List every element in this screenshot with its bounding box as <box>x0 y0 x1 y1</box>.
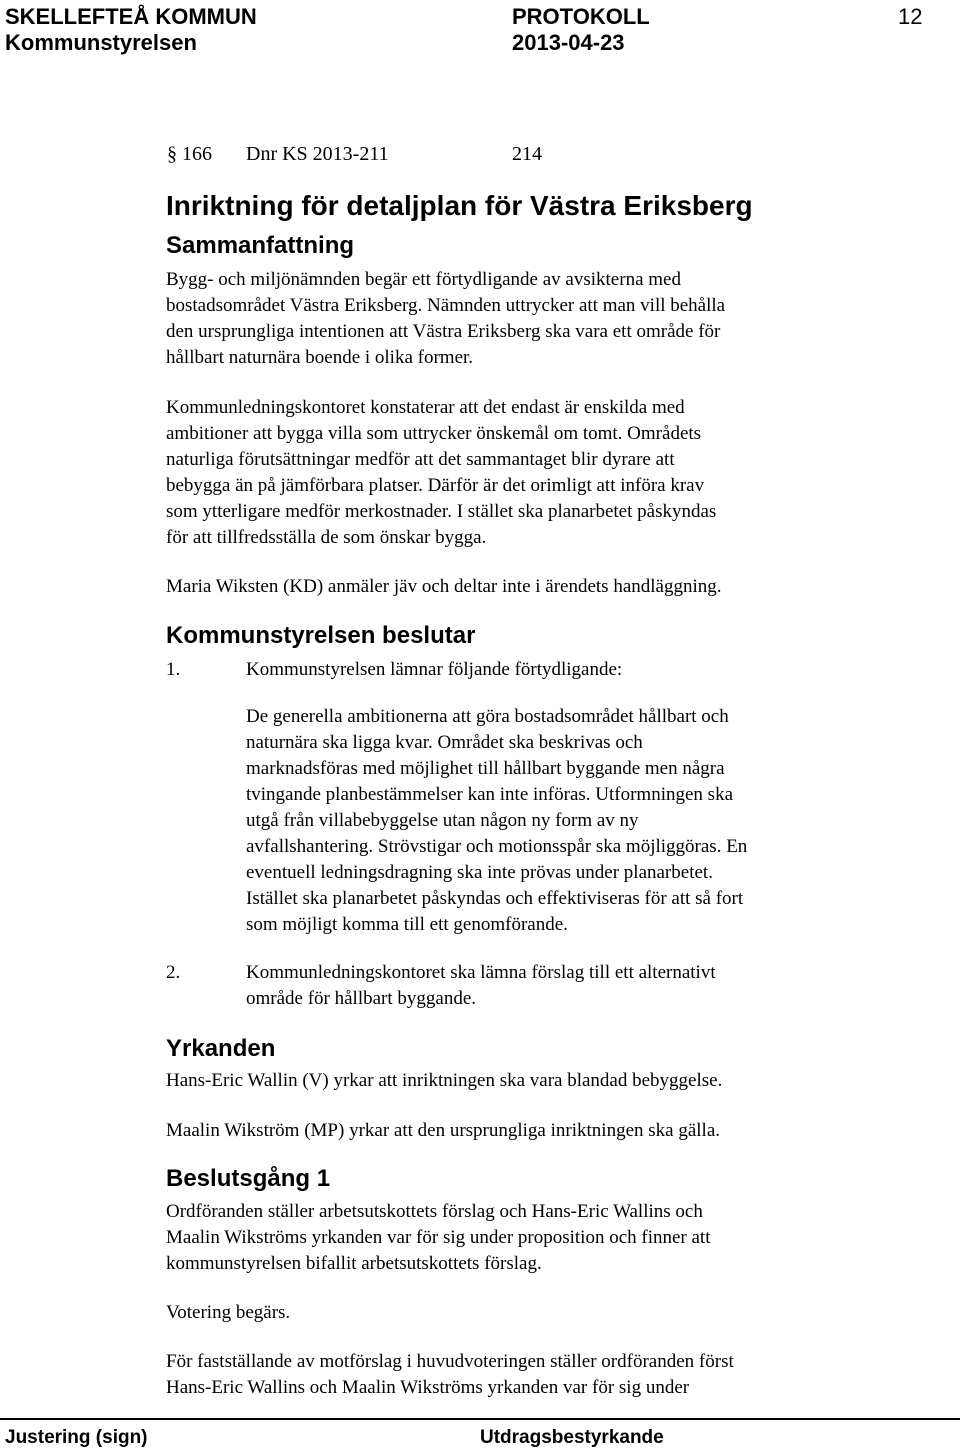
decision-detail-line: avfallshantering. Strövstigar och motionsspår ska möjliggöras. En <box>246 836 748 857</box>
process-paragraph-1 <box>166 1199 711 1277</box>
process-p3-line: För fastställande av motförslag i huvudvoteringen ställer ordföranden först <box>166 1351 734 1372</box>
decision-heading: Kommunstyrelsen beslutar <box>166 622 476 649</box>
section-symbol: § <box>167 143 177 165</box>
summary-paragraph-3: Maria Wiksten (KD) anmäler jäv och deltar inte i ärendets handläggning. <box>166 576 722 597</box>
process-heading: Beslutsgång 1 <box>166 1165 331 1192</box>
page-title: Inriktning för detaljplan för Västra Eriksberg <box>166 190 753 221</box>
process-paragraph-3 <box>166 1349 734 1401</box>
decision-detail-line: eventuell ledningsdragning ska inte prövas under planarbetet. <box>246 862 713 883</box>
summary-p2-line: Kommunledningskontoret konstaterar att det endast är enskilda med <box>166 397 685 418</box>
case-dnr: Dnr KS 2013-211 <box>246 143 389 165</box>
process-paragraph-2: Votering begärs. <box>166 1302 291 1323</box>
decision-item-1-number: 1. <box>166 659 181 680</box>
decision-detail-line: De generella ambitionerna att göra bostadsområdet hållbart och <box>246 706 729 727</box>
footer-justering: Justering (sign) <box>5 1427 148 1448</box>
decision-detail-line: naturnära ska ligga kvar. Området ska beskrivas och <box>246 732 643 753</box>
summary-p1-line: hållbart naturnära boende i olika former. <box>166 347 474 368</box>
footer-utdragsbestyrkande: Utdragsbestyrkande <box>480 1427 664 1448</box>
summary-p1-line: bostadsområdet Västra Eriksberg. Nämnden uttrycker att man vill behålla <box>166 295 726 316</box>
footer-divider <box>0 1418 960 1420</box>
summary-p1-line: den ursprungliga intentionen att Västra Eriksberg ska vara ett område för <box>166 321 721 342</box>
summary-p2-line: naturliga förutsättningar medför att det sammantaget blir dyrare att <box>166 449 675 470</box>
decision-item-2-number: 2. <box>166 962 181 983</box>
summary-p2-line: bebygga än på jämförbara platser. Därför är det orimligt att införa krav <box>166 475 705 496</box>
case-ref: 214 <box>512 143 542 165</box>
decision-detail-line: marknadsföras med möjlighet till hållbart byggande men några <box>246 758 725 779</box>
process-p3-line: Hans-Eric Wallins och Maalin Wikströms yrkanden var för sig under <box>166 1377 690 1398</box>
process-p1-line: Maalin Wikströms yrkanden var för sig under proposition och finner att <box>166 1227 711 1248</box>
decision-item-2-line: Kommunledningskontoret ska lämna förslag till ett alternativt <box>246 962 716 983</box>
decision-detail-line: utgå från villabebyggelse utan någon ny form av ny <box>246 810 639 831</box>
decision-detail-line: som möjligt komma till ett genomförande. <box>246 914 568 935</box>
header-date: 2013-04-23 <box>512 30 625 55</box>
process-p1-line: Ordföranden ställer arbetsutskottets förslag och Hans-Eric Wallins och <box>166 1201 703 1222</box>
motions-paragraph-1: Hans-Eric Wallin (V) yrkar att inriktningen ska vara blandad bebyggelse. <box>166 1070 723 1091</box>
summary-p1-line: Bygg- och miljönämnden begär ett förtydligande av avsikterna med <box>166 269 681 290</box>
motions-heading: Yrkanden <box>166 1035 276 1062</box>
decision-item-2-line: område för hållbart byggande. <box>246 988 477 1009</box>
motions-paragraph-2: Maalin Wikström (MP) yrkar att den ursprungliga inriktningen ska gälla. <box>166 1120 720 1141</box>
summary-p2-line: för att tillfredsställa de som önskar bygga. <box>166 527 487 548</box>
page-number: 12 <box>898 4 923 29</box>
section-number: 166 <box>182 143 212 165</box>
header-body: Kommunstyrelsen <box>5 30 197 55</box>
header-doc-type: PROTOKOLL <box>512 4 650 29</box>
header-org: SKELLEFTEÅ KOMMUN <box>5 4 257 29</box>
summary-paragraph-1 <box>166 267 725 371</box>
summary-paragraph-2 <box>166 395 716 551</box>
decision-item-1-detail <box>246 704 747 938</box>
summary-p2-line: som ytterligare medför merkostnader. I stället ska planarbetet påskyndas <box>166 501 717 522</box>
process-p1-line: kommunstyrelsen bifallit arbetsutskottets förslag. <box>166 1253 542 1274</box>
summary-heading: Sammanfattning <box>166 232 355 259</box>
summary-p2-line: ambitioner att bygga villa som uttrycker önskemål om tomt. Områdets <box>166 423 702 444</box>
decision-item-2-text <box>246 960 716 1012</box>
decision-detail-line: Istället ska planarbetet påskyndas och effektiviseras för att så fort <box>246 888 744 909</box>
decision-item-1-text: Kommunstyrelsen lämnar följande förtydligande: <box>246 659 623 680</box>
decision-detail-line: tvingande planbestämmelser kan inte införas. Utformningen ska <box>246 784 734 805</box>
